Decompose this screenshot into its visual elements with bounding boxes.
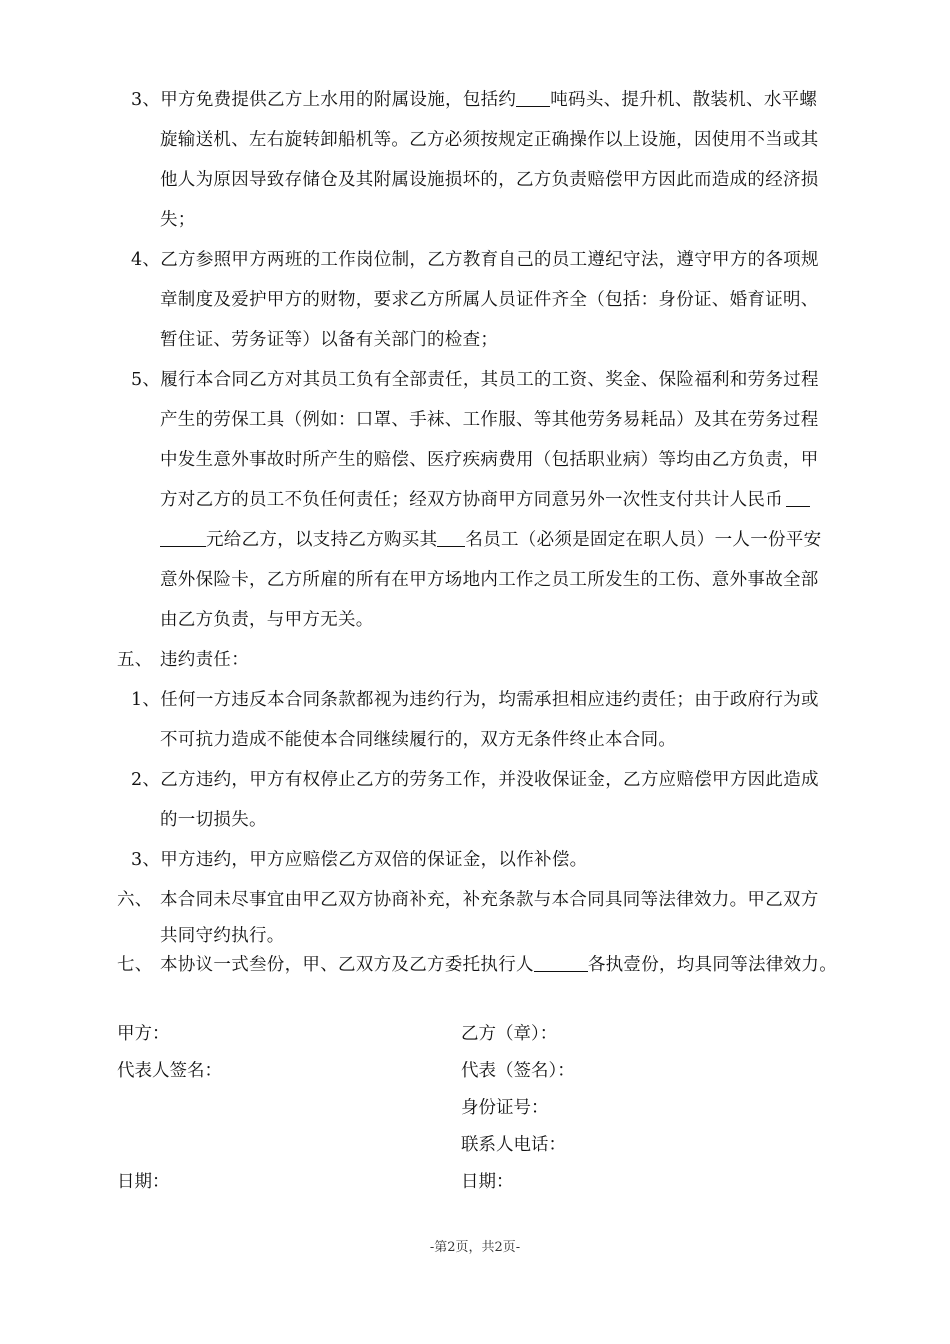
- item5-line2: 产生的劳保工具（例如：口罩、手袜、工作服、等其他劳务易耗品）及其在劳务过程: [160, 410, 819, 430]
- party-a-label: 甲方：: [117, 1024, 170, 1044]
- section7-text-a: 本协议一式叁份，甲、乙双方及乙方委托执行人: [160, 955, 534, 975]
- party-a-rep-sign-label: 代表人签名：: [117, 1061, 222, 1081]
- page-number: -第2页，共2页-: [429, 1240, 521, 1255]
- tonnage-blank: [516, 88, 550, 107]
- item3-line2: 旋输送机、左右旋转卸船机等。乙方必须按规定正确操作以上设施，因使用不当或其: [160, 130, 819, 150]
- contact-phone-label: 联系人电话：: [461, 1135, 566, 1155]
- amount-blank-start: [786, 488, 810, 507]
- party-a-date-label: 日期：: [117, 1172, 170, 1192]
- section5-heading-num: 五、: [117, 650, 153, 670]
- item5-line4: [160, 488, 810, 512]
- item4-line3: 暂住证、劳务证等）以备有关部门的检查；: [160, 330, 499, 350]
- item4-line1: 4、乙方参照甲方两班的工作岗位制，乙方教育自己的员工遵纪守法，遵守甲方的各项规: [131, 250, 819, 270]
- party-b-rep-sign-label: 代表（签名）：: [461, 1061, 575, 1081]
- breach2-line1: 2、乙方违约，甲方有权停止乙方的劳务工作，并没收保证金，乙方应赔偿甲方因此造成: [131, 770, 819, 790]
- item3-line3: 他人为原因导致存储仓及其附属设施损坏的，乙方负责赔偿甲方因此而造成的经济损: [160, 170, 819, 190]
- section7-text-b: 各执壹份，均具同等法律效力。: [587, 955, 838, 975]
- breach1-line1: 1、任何一方违反本合同条款都视为违约行为，均需承担相应违约责任；由于政府行为或: [131, 690, 819, 710]
- item3-line1: [131, 88, 817, 112]
- item4-line2: 章制度及爱护甲方的财物，要求乙方所属人员证件齐全（包括：身份证、婚育证明、: [160, 290, 819, 310]
- breach1-line2: 不可抗力造成不能使本合同继续履行的，双方无条件终止本合同。: [160, 730, 677, 750]
- item5-line6: 意外保险卡，乙方所雇的所有在甲方场地内工作之员工所发生的工伤、意外事故全部: [160, 570, 819, 590]
- item3-text-a: 3、甲方免费提供乙方上水用的附属设施，包括约: [131, 90, 517, 110]
- item5-line7: 由乙方负责，与甲方无关。: [160, 610, 374, 630]
- party-b-label: 乙方（章）：: [461, 1024, 558, 1044]
- section5-heading: 违约责任：: [160, 650, 249, 670]
- section7-line1: [160, 953, 837, 977]
- party-b-date-label: 日期：: [461, 1172, 514, 1192]
- section6-line2: 共同守约执行。: [160, 926, 285, 946]
- item3-text-b: 吨码头、提升机、散装机、水平螺: [550, 90, 818, 110]
- breach3-line1: 3、甲方违约，甲方应赔偿乙方双倍的保证金，以作补偿。: [131, 850, 588, 870]
- executor-blank: [534, 953, 588, 972]
- item5-line5-text-a: 元给乙方，以支持乙方购买其: [206, 530, 438, 550]
- section7-num: 七、: [117, 955, 153, 975]
- item3-line4: 失；: [160, 210, 196, 230]
- item5-line4-text: 方对乙方的员工不负任何责任；经双方协商甲方同意另外一次性支付共计人民币: [160, 490, 783, 510]
- item5-line5-text-b: 名员工（必须是固定在职人员）一人一份平安: [465, 530, 822, 550]
- item5-line3: 中发生意外事故时所产生的赔偿、医疗疾病费用（包括职业病）等均由乙方负责，甲: [160, 450, 819, 470]
- employee-count-blank: [437, 528, 465, 547]
- item5-line1: 5、履行本合同乙方对其员工负有全部责任，其员工的工资、奖金、保险福利和劳务过程: [131, 370, 819, 390]
- amount-blank-end: [160, 528, 206, 547]
- item5-line5: [160, 528, 821, 552]
- section6-num: 六、: [117, 890, 153, 910]
- id-number-label: 身份证号：: [461, 1098, 549, 1118]
- section6-line1: 本合同未尽事宜由甲乙双方协商补充，补充条款与本合同具同等法律效力。甲乙双方: [160, 890, 819, 910]
- breach2-line2: 的一切损失。: [160, 810, 267, 830]
